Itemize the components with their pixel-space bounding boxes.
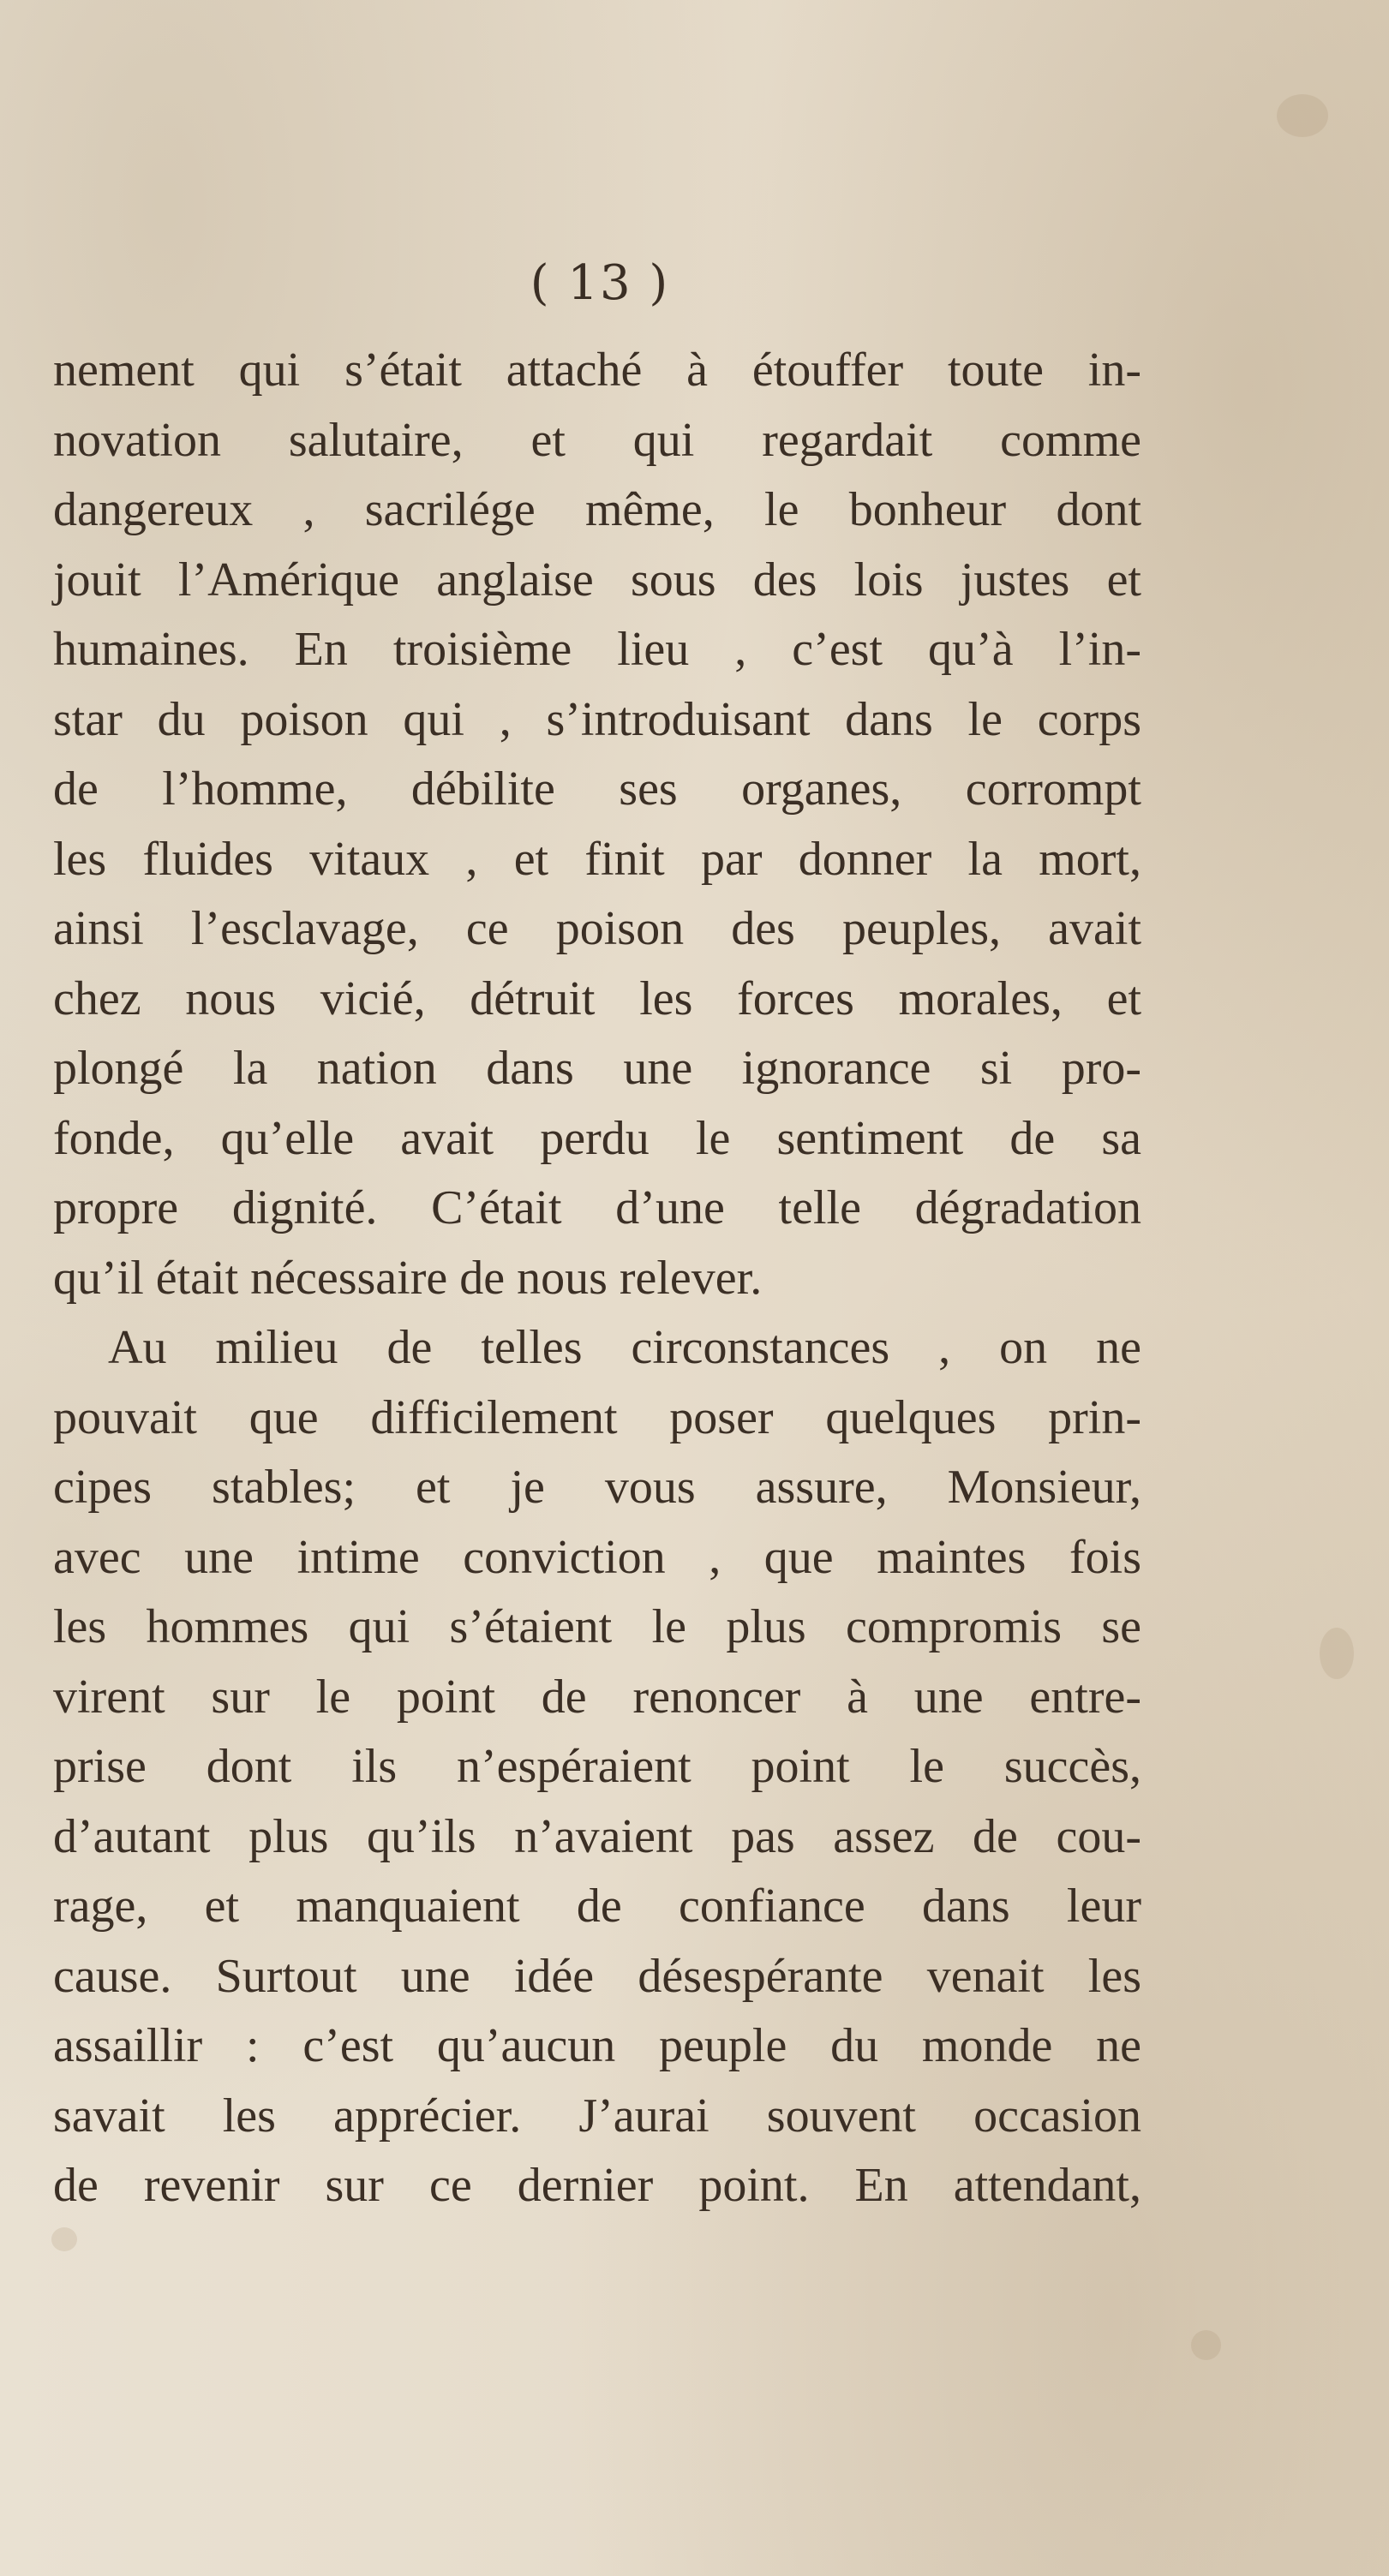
text-line: novation salutaire, et qui regardait comme xyxy=(53,413,1141,467)
text-line: ainsi l’esclavage, ce poison des peuples, avait xyxy=(53,902,1141,955)
text-line: cipes stables; et je vous assure, Monsieur, xyxy=(53,1461,1141,1514)
text-line: qu’il était nécessaire de nous relever. xyxy=(53,1251,763,1305)
text-line: cause. Surtout une idée désespérante venait les xyxy=(53,1949,1141,2003)
text-line: Au milieu de telles circonstances , on ne xyxy=(108,1321,1141,1374)
text-line: assaillir : c’est qu’aucun peuple du monde ne xyxy=(53,2019,1141,2072)
text-line: fonde, qu’elle avait perdu le sentiment de sa xyxy=(53,1111,1141,1165)
text-line: pouvait que difficilement poser quelques prin- xyxy=(53,1390,1141,1444)
text-line: prise dont ils n’espéraient point le succès, xyxy=(53,1740,1141,1793)
body-text xyxy=(53,336,1141,2221)
text-line: plongé la nation dans une ignorance si pro- xyxy=(53,1042,1141,1095)
text-line: de l’homme, débilite ses organes, corrompt xyxy=(53,762,1141,816)
text-line: savait les apprécier. J’aurai souvent occasion xyxy=(53,2089,1141,2143)
text-line: star du poison qui , s’introduisant dans le corps xyxy=(53,692,1141,746)
text-line: nement qui s’était attaché à étouffer toute in- xyxy=(53,344,1141,397)
text-line: rage, et manquaient de confiance dans leur xyxy=(53,1880,1141,1933)
text-line: de revenir sur ce dernier point. En attendant, xyxy=(53,2159,1141,2212)
text-line: les fluides vitaux , et finit par donner la mort, xyxy=(53,832,1141,886)
text-line: dangereux , sacrilége même, le bonheur dont xyxy=(53,483,1141,536)
page-number: ( 13 ) xyxy=(530,255,670,311)
text-line: avec une intime conviction , que maintes fois xyxy=(53,1530,1141,1584)
paper-stain xyxy=(1277,94,1328,137)
paper-stain xyxy=(1320,1628,1354,1679)
text-line: les hommes qui s’étaient le plus compromis se xyxy=(53,1600,1141,1653)
text-line: propre dignité. C’était d’une telle dégradation xyxy=(53,1181,1141,1234)
text-line: humaines. En troisième lieu , c’est qu’à l’in- xyxy=(53,623,1141,676)
paper-stain xyxy=(1191,2330,1221,2360)
text-line: chez nous vicié, détruit les forces morales, et xyxy=(53,971,1141,1025)
text-line: virent sur le point de renoncer à une entre- xyxy=(53,1670,1141,1724)
text-line: d’autant plus qu’ils n’avaient pas assez de cou- xyxy=(53,1809,1141,1863)
paper-stain xyxy=(51,2227,77,2251)
text-line: jouit l’Amérique anglaise sous des lois justes et xyxy=(53,553,1141,607)
